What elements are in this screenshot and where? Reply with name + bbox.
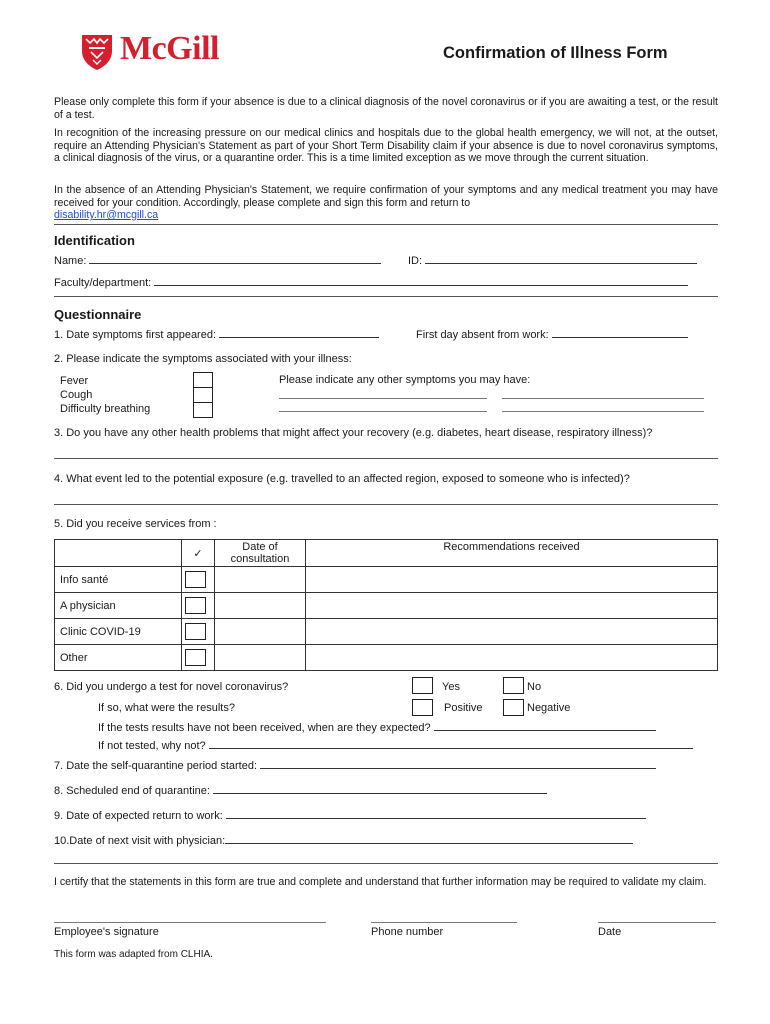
q4-label: 4. What event led to the potential exposure (e.g. travelled to an affected region, exposed to someone who is infected)? — [54, 473, 630, 485]
intro-paragraph-3: In the absence of an Attending Physician's Statement, we require confirmation of your symptoms and any medical treatment you may have received for your condition. Accordingly, please complete and sign this form and return to disability.hr@mcgill.ca — [54, 184, 718, 221]
services-table-header — [55, 540, 718, 567]
service-label: Info santé — [55, 567, 182, 593]
positive-checkbox[interactable] — [412, 699, 433, 716]
table-row — [55, 619, 718, 645]
intro-paragraph-1: Please only complete this form if your absence is due to a clinical diagnosis of the novel coronavirus or if you are awaiting a test, or the result of a test. — [54, 96, 718, 121]
other-symptom-line[interactable] — [502, 411, 704, 412]
divider — [54, 296, 718, 297]
questionnaire-heading: Questionnaire — [54, 307, 142, 322]
negative-label: Negative — [527, 702, 571, 714]
date-cell[interactable] — [215, 567, 306, 593]
table-row — [55, 567, 718, 593]
date-cell[interactable] — [215, 645, 306, 671]
email-link[interactable]: disability.hr@mcgill.ca — [54, 209, 159, 221]
q3-label: 3. Do you have any other health problems that might affect your recovery (e.g. diabetes, heart disease, respiratory illness)? — [54, 427, 653, 439]
positive-label: Positive — [444, 702, 483, 714]
mcgill-shield-icon — [80, 33, 114, 74]
q5-label: 5. Did you receive services from : — [54, 518, 217, 530]
signature-label: Employee's signature — [54, 926, 159, 938]
q3-answer-line[interactable] — [54, 458, 718, 459]
q1b-field[interactable]: First day absent from work: — [416, 328, 688, 341]
other-symptom-line[interactable] — [279, 398, 487, 399]
other-symptoms-label: Please indicate any other symptoms you may have: — [279, 374, 531, 386]
recommendation-cell[interactable] — [306, 619, 718, 645]
q2-label: 2. Please indicate the symptoms associated with your illness: — [54, 353, 352, 365]
cough-checkbox[interactable] — [193, 387, 213, 403]
service-label: Clinic COVID-19 — [55, 619, 182, 645]
name-label: Name: — [54, 255, 87, 267]
recommendation-cell[interactable] — [306, 645, 718, 671]
service-checkbox[interactable] — [185, 571, 206, 588]
services-table — [54, 539, 718, 671]
check-column-header: ✓ — [182, 540, 215, 567]
q6-label: 6. Did you undergo a test for novel coronavirus? — [54, 681, 289, 693]
footer-note: This form was adapted from CLHIA. — [54, 949, 213, 960]
divider — [54, 863, 718, 864]
faculty-field[interactable] — [54, 276, 688, 289]
fever-checkbox[interactable] — [193, 372, 213, 388]
q6-why-field[interactable]: If not tested, why not? — [98, 739, 693, 752]
brand-wordmark: McGill — [120, 30, 219, 67]
identification-heading: Identification — [54, 233, 135, 248]
phone-label: Phone number — [371, 926, 444, 938]
table-row — [55, 593, 718, 619]
id-label: ID: — [408, 255, 423, 267]
service-checkbox[interactable] — [185, 597, 206, 614]
service-label: A physician — [55, 593, 182, 619]
service-label: Other — [55, 645, 182, 671]
recommendation-cell[interactable] — [306, 567, 718, 593]
other-symptom-line[interactable] — [279, 411, 487, 412]
date-column-header: Date of consultation — [215, 540, 306, 567]
symptom-breathing-label: Difficulty breathing — [60, 403, 151, 415]
date-label: Date — [598, 926, 622, 938]
no-label: No — [527, 681, 542, 693]
breathing-checkbox[interactable] — [193, 402, 213, 418]
yes-checkbox[interactable] — [412, 677, 433, 694]
symptom-cough-label: Cough — [60, 389, 93, 401]
service-checkbox[interactable] — [185, 623, 206, 640]
signature-line[interactable] — [54, 922, 326, 923]
phone-line[interactable] — [371, 922, 517, 923]
q10-field[interactable]: 10.Date of next visit with physician: — [54, 834, 633, 847]
name-field[interactable] — [54, 254, 381, 267]
intro-paragraph-2: In recognition of the increasing pressure on our medical clinics and hospitals due to the global health emergency, we will not, at the outset, require an Attending Physician's Statement as part of your Short Term Disability claim if your absence is due to novel coronavirus symptoms, a clinical diagnosis of the virus, or a quarantine order. This is a time limited exception as we move through the current situation. — [54, 127, 718, 164]
q8-field[interactable]: 8. Scheduled end of quarantine: — [54, 784, 547, 797]
negative-checkbox[interactable] — [503, 699, 524, 716]
table-row — [55, 645, 718, 671]
faculty-label: Faculty/department: — [54, 277, 152, 289]
certification-statement: I certify that the statements in this form are true and complete and understand that further information may be required to validate my claim. — [54, 876, 707, 888]
date-cell[interactable] — [215, 593, 306, 619]
q7-field[interactable]: 7. Date the self-quarantine period started: — [54, 759, 656, 772]
symptom-fever-label: Fever — [60, 375, 89, 387]
recommendations-column-header: Recommendations received — [306, 540, 718, 567]
recommendation-cell[interactable] — [306, 593, 718, 619]
form-title: Confirmation of Illness Form — [443, 44, 668, 62]
q6-expected-field[interactable]: If the tests results have not been received, when are they expected? — [98, 721, 656, 734]
no-checkbox[interactable] — [503, 677, 524, 694]
date-cell[interactable] — [215, 619, 306, 645]
id-field[interactable] — [408, 254, 697, 267]
q6-results-label: If so, what were the results? — [98, 702, 235, 714]
service-checkbox[interactable] — [185, 649, 206, 666]
q9-field[interactable]: 9. Date of expected return to work: — [54, 809, 646, 822]
q4-answer-line[interactable] — [54, 504, 718, 505]
other-symptom-line[interactable] — [502, 398, 704, 399]
divider — [54, 224, 718, 225]
q1-field[interactable]: 1. Date symptoms first appeared: — [54, 328, 379, 341]
yes-label: Yes — [442, 681, 460, 693]
date-line[interactable] — [598, 922, 716, 923]
